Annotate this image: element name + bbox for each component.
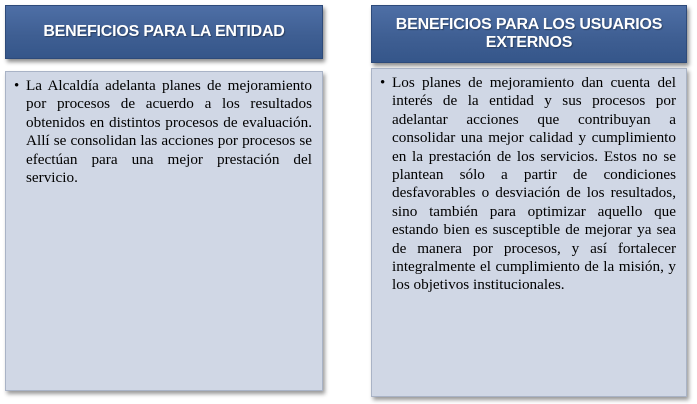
left-column [5, 5, 323, 391]
right-body-text: Los planes de mejoramiento dan cuenta del interés de la entidad y sus procesos por adelantar acciones que contribuyan a consolidar una mejor calidad y cumplimiento en la prestación de los servicios. Estos no se plantean sólo a partir de condiciones desfavorables o desviación de los resultados, sino también para optimizar aquello que estando bien es susceptible de mejorar ya sea de manera por procesos, y así fortalecer integralmente el cumplimiento de la misión, y los objetivos institucionales. [392, 74, 676, 294]
right-column [371, 5, 687, 397]
left-bullet-item [14, 77, 312, 187]
left-body-text: La Alcaldía adelanta planes de mejoramiento por procesos de acuerdo a los resultados obtenidos en distintos procesos de evaluación. Allí se consolidan las acciones por procesos se efectúan para una mejor prestación del servicio. [26, 77, 312, 187]
right-bullet-item [380, 74, 676, 295]
right-header-title: BENEFICIOS PARA LOS USUARIOS EXTERNOS [395, 16, 663, 51]
bullet-icon: • [380, 75, 386, 91]
right-header [371, 5, 687, 63]
right-body [371, 68, 687, 397]
left-body [5, 71, 323, 391]
left-header-title: BENEFICIOS PARA LA ENTIDAD [43, 23, 285, 40]
bullet-icon: • [14, 78, 20, 94]
left-header [5, 5, 323, 59]
